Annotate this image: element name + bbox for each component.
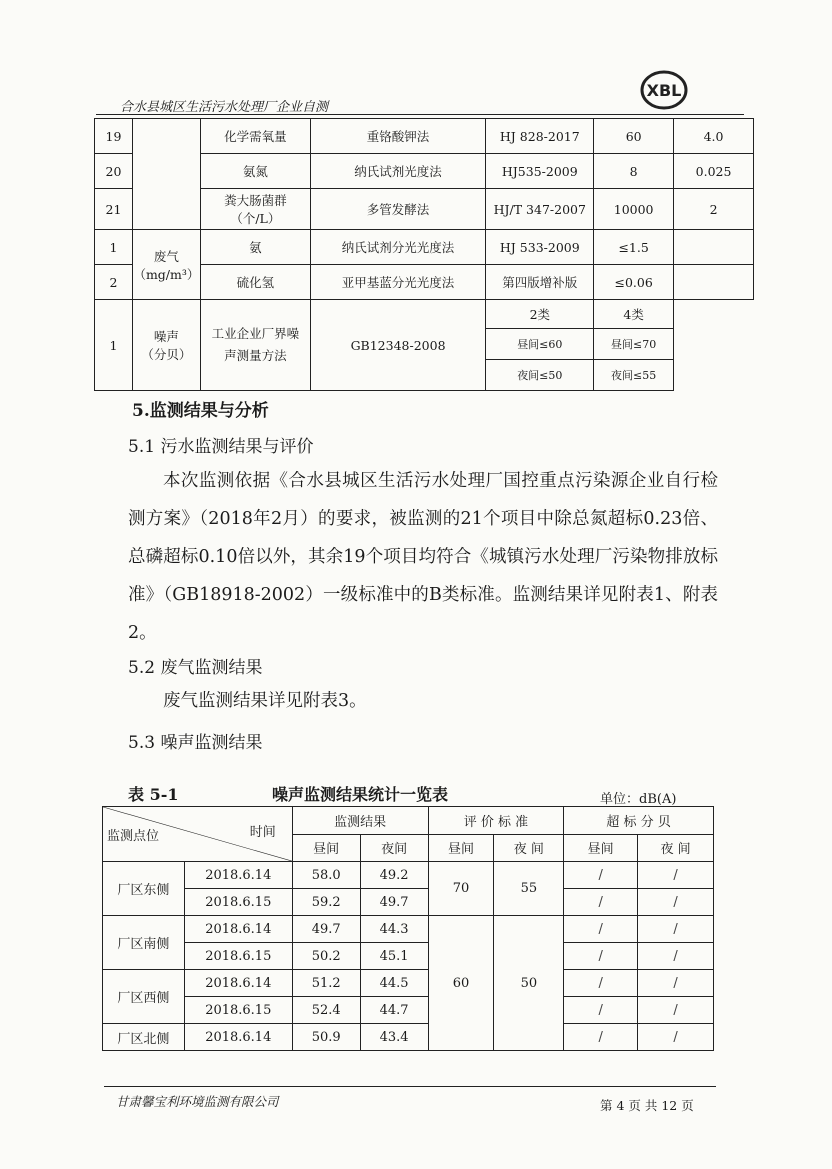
cell-item: 粪大肠菌群 （个/L） <box>200 189 310 230</box>
header-day: 昼间 <box>564 834 638 862</box>
header-rule <box>96 114 744 115</box>
header-point: 监测点位 <box>107 829 160 844</box>
cell-class4-night: 夜间≤55 <box>594 360 674 391</box>
cell-day: 59.2 <box>292 889 360 916</box>
cell-exceed-day: / <box>564 862 638 889</box>
table-row <box>95 119 754 154</box>
table-caption-title: 噪声监测结果统计一览表 <box>272 785 449 804</box>
cell-limit: 8 <box>594 154 674 189</box>
cell-item: 硫化氢 <box>200 265 310 300</box>
table-row <box>95 230 754 265</box>
cell-category-gas: 废气 （mg/m³） <box>132 230 200 300</box>
cell-method: GB12348-2008 <box>310 300 486 391</box>
cell-limit: ≤0.06 <box>594 265 674 300</box>
cell-no: 2 <box>95 265 133 300</box>
table-row <box>103 970 714 997</box>
cell-night: 44.5 <box>360 970 428 997</box>
cell-exceed-day: / <box>564 889 638 916</box>
cell-day: 58.0 <box>292 862 360 889</box>
cell-exceed-day: / <box>564 943 638 970</box>
subsection-heading: 5.2 废气监测结果 <box>128 658 263 678</box>
cell-day: 50.9 <box>292 1024 360 1051</box>
cell-detect <box>674 265 754 300</box>
paragraph: 本次监测依据《合水县城区生活污水处理厂国控重点污染源企业自行检测方案》（2018年2月）的要求，被监测的21个项目中除总氮超标0.23倍、总磷超标0.10倍以外，其余19个项目均符合《城镇污水处理厂污染物排放标准》（GB18918-2002）一级标准中的B类标准。监测结果详见附表1、附表2。 <box>128 471 718 643</box>
cell-exceed-night: / <box>638 862 714 889</box>
cell-night: 49.7 <box>360 889 428 916</box>
cell-exceed-night: / <box>638 1024 714 1051</box>
header-night: 夜间 <box>360 834 428 862</box>
cell-detect <box>674 230 754 265</box>
svg-text:XBL: XBL <box>646 81 682 100</box>
table-row <box>103 916 714 943</box>
cell-date: 2018.6.14 <box>184 916 292 943</box>
cell-exceed-day: / <box>564 1024 638 1051</box>
table-row <box>103 862 714 889</box>
header-result: 监测结果 <box>292 807 428 835</box>
cell-day: 52.4 <box>292 997 360 1024</box>
header-point-time <box>103 807 293 862</box>
header-eval: 评 价 标 准 <box>428 807 564 835</box>
cell-detect: 0.025 <box>674 154 754 189</box>
table-header-row <box>103 807 714 835</box>
table-row <box>103 943 714 970</box>
header-night: 夜 间 <box>638 834 714 862</box>
cell-std-night: 50 <box>494 916 564 1051</box>
header-title: 合水县城区生活污水处理厂企业自测 <box>120 100 329 115</box>
cell-night: 44.7 <box>360 997 428 1024</box>
cell-exceed-day: / <box>564 916 638 943</box>
table-row <box>103 997 714 1024</box>
cell-std-day: 60 <box>428 916 494 1051</box>
cell-no: 19 <box>95 119 133 154</box>
cell-night: 49.2 <box>360 862 428 889</box>
table-row <box>103 1024 714 1051</box>
cell-exceed-day: / <box>564 970 638 997</box>
noise-results-table <box>102 806 714 1051</box>
cell-point: 厂区北侧 <box>103 1024 185 1051</box>
cell-no: 1 <box>95 300 133 391</box>
cell-category-noise: 噪声 （分贝） <box>132 300 200 391</box>
cell-class2: 2类 <box>486 300 594 329</box>
cell-date: 2018.6.14 <box>184 1024 292 1051</box>
cell-method: 重铬酸钾法 <box>310 119 486 154</box>
cell-exceed-night: / <box>638 889 714 916</box>
table-row <box>103 889 714 916</box>
cell-night: 43.4 <box>360 1024 428 1051</box>
cell-category <box>132 119 200 230</box>
table-caption-number: 表 5-1 <box>128 785 179 804</box>
cell-method: 纳氏试剂分光光度法 <box>310 230 486 265</box>
header-exceed: 超 标 分 贝 <box>564 807 714 835</box>
cell-std-night: 55 <box>494 862 564 916</box>
cell-no: 1 <box>95 230 133 265</box>
monitoring-method-table <box>94 118 754 391</box>
cell-detect: 4.0 <box>674 119 754 154</box>
cell-exceed-night: / <box>638 970 714 997</box>
cell-day: 51.2 <box>292 970 360 997</box>
table-row <box>95 300 754 329</box>
cell-limit: ≤1.5 <box>594 230 674 265</box>
section-heading: 5.监测结果与分析 <box>132 401 269 421</box>
cell-standard: HJ535-2009 <box>486 154 594 189</box>
cell-class4: 4类 <box>594 300 674 329</box>
header-time: 时间 <box>249 825 276 840</box>
footer-page-number: 第 4 页 共 12 页 <box>600 1098 694 1113</box>
header-day: 昼间 <box>428 834 494 862</box>
cell-standard: HJ/T 347-2007 <box>486 189 594 230</box>
cell-day: 49.7 <box>292 916 360 943</box>
cell-detect: 2 <box>674 189 754 230</box>
company-logo <box>636 68 692 112</box>
cell-method: 纳氏试剂光度法 <box>310 154 486 189</box>
cell-night: 45.1 <box>360 943 428 970</box>
subsection-heading: 5.3 噪声监测结果 <box>128 733 263 753</box>
cell-standard: HJ 828-2017 <box>486 119 594 154</box>
cell-item: 氨 <box>200 230 310 265</box>
cell-class4-day: 昼间≤70 <box>594 329 674 360</box>
cell-std-day: 70 <box>428 862 494 916</box>
cell-point: 厂区南侧 <box>103 916 185 970</box>
cell-date: 2018.6.15 <box>184 889 292 916</box>
cell-method: 亚甲基蓝分光光度法 <box>310 265 486 300</box>
cell-exceed-day: / <box>564 997 638 1024</box>
cell-item: 工业企业厂界噪 声测量方法 <box>200 300 310 391</box>
cell-limit: 10000 <box>594 189 674 230</box>
cell-class2-day: 昼间≤60 <box>486 329 594 360</box>
cell-date: 2018.6.14 <box>184 862 292 889</box>
cell-exceed-night: / <box>638 997 714 1024</box>
cell-day: 50.2 <box>292 943 360 970</box>
cell-night: 44.3 <box>360 916 428 943</box>
table-unit: 单位：dB(A) <box>600 792 677 807</box>
paragraph: 废气监测结果详见附表3。 <box>163 691 367 711</box>
cell-no: 21 <box>95 189 133 230</box>
cell-date: 2018.6.14 <box>184 970 292 997</box>
header-day: 昼间 <box>292 834 360 862</box>
cell-class2-night: 夜间≤50 <box>486 360 594 391</box>
cell-standard: 第四版增补版 <box>486 265 594 300</box>
cell-date: 2018.6.15 <box>184 997 292 1024</box>
subsection-heading: 5.1 污水监测结果与评价 <box>128 437 314 457</box>
footer-rule <box>104 1086 716 1087</box>
cell-point: 厂区东侧 <box>103 862 185 916</box>
header-night: 夜 间 <box>494 834 564 862</box>
cell-point: 厂区西侧 <box>103 970 185 1024</box>
footer-company: 甘肃馨宝利环境监测有限公司 <box>116 1094 279 1109</box>
cell-no: 20 <box>95 154 133 189</box>
cell-exceed-night: / <box>638 916 714 943</box>
cell-standard: HJ 533-2009 <box>486 230 594 265</box>
cell-exceed-night: / <box>638 943 714 970</box>
cell-date: 2018.6.15 <box>184 943 292 970</box>
cell-item: 氨氮 <box>200 154 310 189</box>
cell-method: 多管发酵法 <box>310 189 486 230</box>
cell-item: 化学需氧量 <box>200 119 310 154</box>
cell-limit: 60 <box>594 119 674 154</box>
